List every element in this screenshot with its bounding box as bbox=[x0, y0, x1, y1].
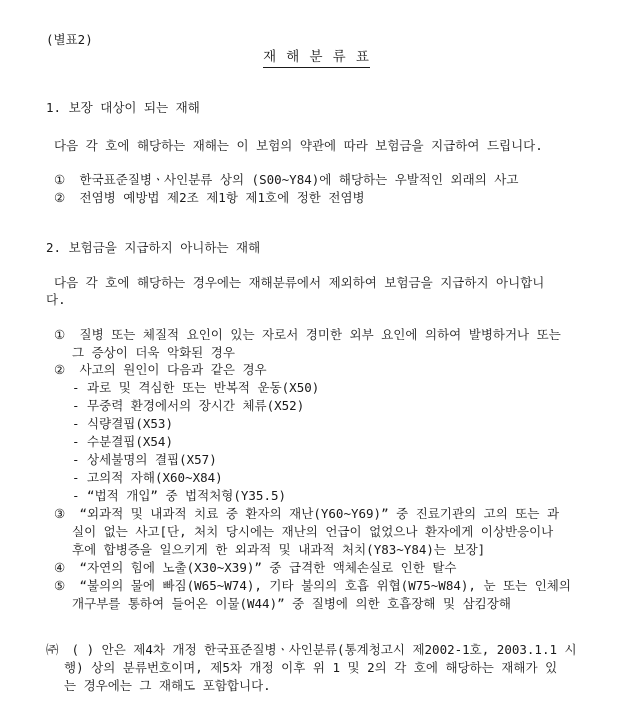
item-mark: ③ bbox=[54, 506, 66, 521]
item-mark: ② bbox=[54, 362, 66, 377]
note-line1 bbox=[46, 644, 577, 657]
section1-item-1 bbox=[54, 174, 518, 187]
section2-item-1-line2: 그 증상이 더욱 악화된 경우 bbox=[72, 345, 235, 360]
note-text: ( ) 안은 제4차 개정 한국표준질병ㆍ사인분류(통계청고시 제2002-1호, 2003.1.1 시 bbox=[71, 642, 577, 657]
item-text: “외과적 및 내과적 치료 중 환자의 재난(Y60~Y69)” 중 진료기관의 고의 또는 과 bbox=[79, 506, 560, 521]
section2-item-3-line3: 후에 합병증을 일으키게 한 외과적 및 내과적 처치(Y83~Y84)는 보장] bbox=[72, 542, 486, 557]
item-mark: ① bbox=[54, 327, 66, 342]
subitem-food-lack: - 식량결핍(X53) bbox=[72, 416, 173, 431]
section2-heading: 2. 보험금을 지급하지 아니하는 재해 bbox=[46, 240, 261, 255]
appendix-label: (별표2) bbox=[46, 32, 93, 47]
subitem-overwork: - 과로 및 격심한 또는 반복적 운동(X50) bbox=[72, 380, 320, 395]
item-mark: ④ bbox=[54, 560, 66, 575]
page-title bbox=[0, 51, 633, 65]
section1-heading: 1. 보장 대상이 되는 재해 bbox=[46, 100, 200, 115]
section2-item-5-line2: 개구부를 통하여 들어온 이물(W44)” 중 질병에 의한 호흡장해 및 삼킴장해 bbox=[72, 596, 511, 611]
subitem-legal-execution: - “법적 개입” 중 법적처형(Y35.5) bbox=[72, 488, 287, 503]
item-text: 한국표준질병ㆍ사인분류 상의 (S00~Y84)에 해당하는 우발적인 외래의 사고 bbox=[79, 172, 519, 187]
section2-intro-line1: 다음 각 호에 해당하는 경우에는 재해분류에서 제외하여 보험금을 지급하지 아니합니 bbox=[54, 275, 545, 290]
item-mark: ② bbox=[54, 190, 66, 205]
item-text: 질병 또는 체질적 요인이 있는 자로서 경미한 외부 요인에 의하여 발병하거나 또는 bbox=[79, 327, 561, 342]
section2-item-3-line2: 실이 없는 사고[단, 처치 당시에는 재난의 언급이 없었으나 환자에게 이상반응이나 bbox=[72, 524, 554, 539]
section2-item-4 bbox=[54, 562, 457, 575]
item-mark: ⑤ bbox=[54, 578, 66, 593]
subitem-water-lack: - 수분결핍(X54) bbox=[72, 434, 173, 449]
item-mark: ① bbox=[54, 172, 66, 187]
item-text: 사고의 원인이 다음과 같은 경우 bbox=[79, 362, 267, 377]
section2-item-3-line1 bbox=[54, 508, 559, 521]
section2-intro-line2: 다. bbox=[46, 292, 66, 307]
note-line2: 행) 상의 분류번호이며, 제5차 개정 이후 위 1 및 2의 각 호에 해당하는 재해가 있 bbox=[64, 660, 558, 675]
item-text: “불의의 물에 빠짐(W65~W74), 기타 불의의 호흡 위협(W75~W84), 눈 또는 인체의 bbox=[79, 578, 571, 593]
page-title-text: 재 해 분 류 표 bbox=[263, 49, 370, 68]
subitem-self-harm: - 고의적 자해(X60~X84) bbox=[72, 470, 223, 485]
section2-item-5-line1 bbox=[54, 580, 571, 593]
item-text: “자연의 힘에 노출(X30~X39)” 중 급격한 액체손실로 인한 탈수 bbox=[79, 560, 457, 575]
section1-intro: 다음 각 호에 해당하는 재해는 이 보험의 약관에 따라 보험금을 지급하여 드립니다. bbox=[54, 138, 543, 153]
section2-item-2 bbox=[54, 364, 267, 377]
note-mark: ㈜ bbox=[46, 642, 59, 657]
item-text: 전염병 예방법 제2조 제1항 제1호에 정한 전염병 bbox=[79, 190, 365, 205]
note-line3: 는 경우에는 그 재해도 포함합니다. bbox=[64, 678, 271, 693]
subitem-unspecified-lack: - 상세불명의 결핍(X57) bbox=[72, 452, 217, 467]
section2-item-1-line1 bbox=[54, 329, 561, 342]
subitem-weightless: - 무중력 환경에서의 장시간 체류(X52) bbox=[72, 398, 305, 413]
section1-item-2 bbox=[54, 192, 365, 205]
